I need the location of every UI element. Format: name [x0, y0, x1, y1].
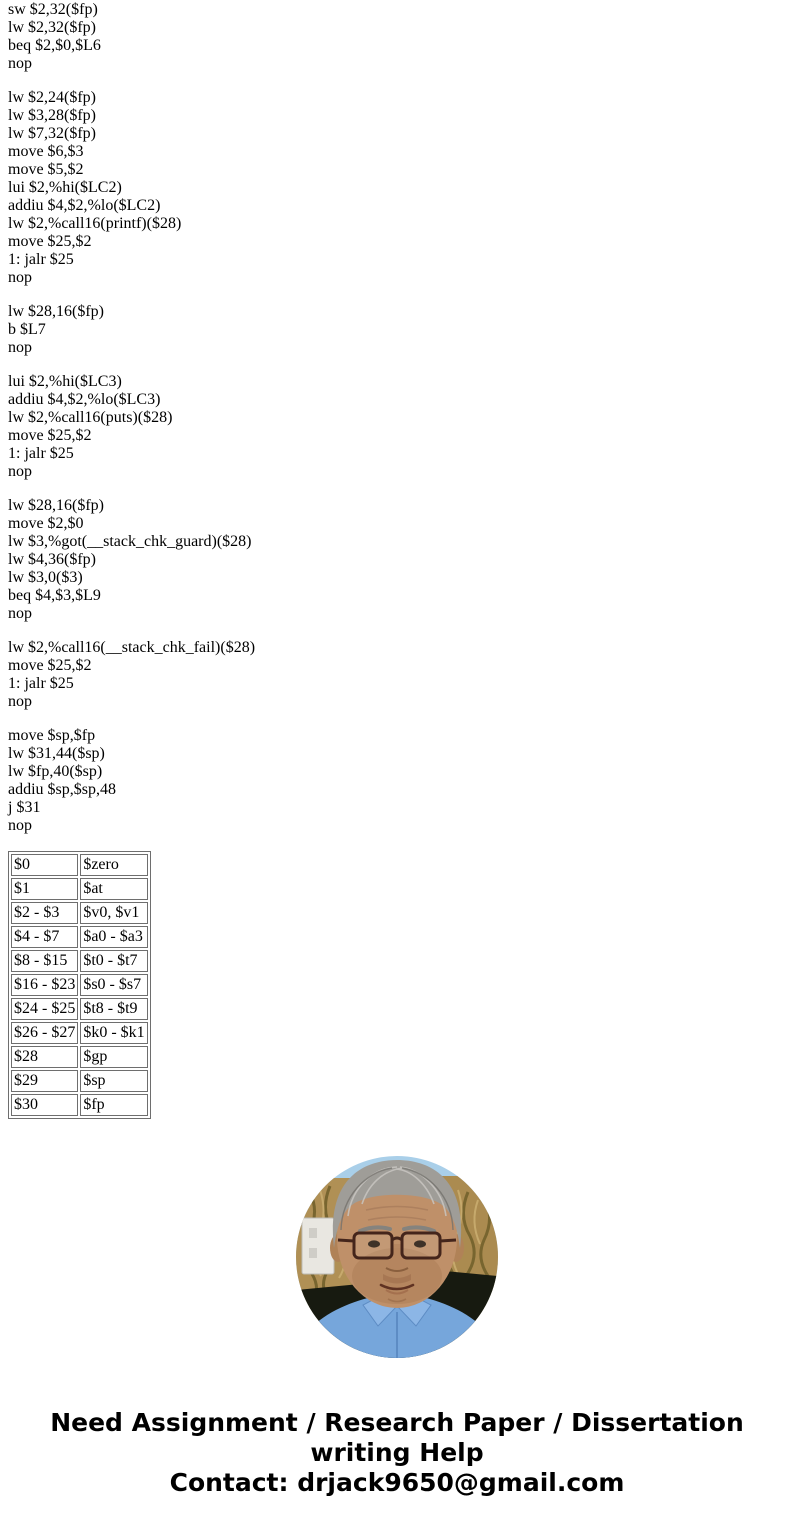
register-table-cell: $28 [11, 1046, 78, 1068]
register-table-cell: $30 [11, 1094, 78, 1116]
register-table-cell: $8 - $15 [11, 950, 78, 972]
register-table-cell: $sp [80, 1070, 147, 1092]
code-paragraph: lui $2,%hi($LC3) addiu $4,$2,%lo($LC3) lw $2,%call16(puts)($28) move $25,$2 1: jalr $25 nop [8, 373, 173, 480]
register-table-cell: $26 - $27 [11, 1022, 78, 1044]
photo-wall-plate [302, 1218, 334, 1274]
register-table [8, 851, 151, 1119]
register-table-cell: $t8 - $t9 [80, 998, 147, 1020]
register-table-row [11, 974, 148, 996]
register-table-cell: $v0, $v1 [80, 902, 147, 924]
code-paragraph: lw $2,24($fp) lw $3,28($fp) lw $7,32($fp) move $6,$3 move $5,$2 lui $2,%hi($LC2) addiu $4,$2,%lo($LC2) lw $2,%call16(printf)($28) move $25,$2 1: jalr $25 nop [8, 89, 182, 286]
register-table-cell: $zero [80, 854, 147, 876]
footer [0, 1408, 794, 1498]
code-paragraph: sw $2,32($fp) lw $2,32($fp) beq $2,$0,$L6 nop [8, 1, 101, 72]
profile-photo [296, 1156, 498, 1358]
code-paragraph: lw $28,16($fp) b $L7 nop [8, 303, 104, 356]
register-table-cell: $a0 - $a3 [80, 926, 147, 948]
register-table-cell: $24 - $25 [11, 998, 78, 1020]
code-paragraph: move $sp,$fp lw $31,44($sp) lw $fp,40($sp) addiu $sp,$sp,48 j $31 nop [8, 727, 116, 834]
assembly-code-listing [0, 1, 794, 835]
register-table-row [11, 1022, 148, 1044]
register-table-cell: $1 [11, 878, 78, 900]
register-table-cell: $29 [11, 1070, 78, 1092]
contact-line: Contact: drjack9650@gmail.com [169, 1468, 625, 1497]
register-table-row [11, 854, 148, 876]
register-table-cell: $0 [11, 854, 78, 876]
profile-photo-graphic [296, 1156, 498, 1358]
register-table-row [11, 926, 148, 948]
register-table-row [11, 878, 148, 900]
register-table-cell: $2 - $3 [11, 902, 78, 924]
register-table-row [11, 902, 148, 924]
register-table-cell: $fp [80, 1094, 147, 1116]
register-table-row [11, 1070, 148, 1092]
code-paragraph: lw $2,%call16(__stack_chk_fail)($28) move $25,$2 1: jalr $25 nop [8, 639, 256, 710]
register-table-cell: $k0 - $k1 [80, 1022, 147, 1044]
register-table-cell: $4 - $7 [11, 926, 78, 948]
register-table-row [11, 950, 148, 972]
register-table-row [11, 998, 148, 1020]
register-table-cell: $gp [80, 1046, 147, 1068]
register-table-row [11, 1094, 148, 1116]
register-table-cell: $at [80, 878, 147, 900]
code-paragraph: lw $28,16($fp) move $2,$0 lw $3,%got(__stack_chk_guard)($28) lw $4,36($fp) lw $3,0($3) beq $4,$3,$L9 nop [8, 497, 252, 622]
register-table-cell: $s0 - $s7 [80, 974, 147, 996]
footer-heading: Need Assignment / Research Paper / Dissertation writing Help [50, 1408, 744, 1467]
register-table-cell: $16 - $23 [11, 974, 78, 996]
register-table-row [11, 1046, 148, 1068]
register-table-cell: $t0 - $t7 [80, 950, 147, 972]
